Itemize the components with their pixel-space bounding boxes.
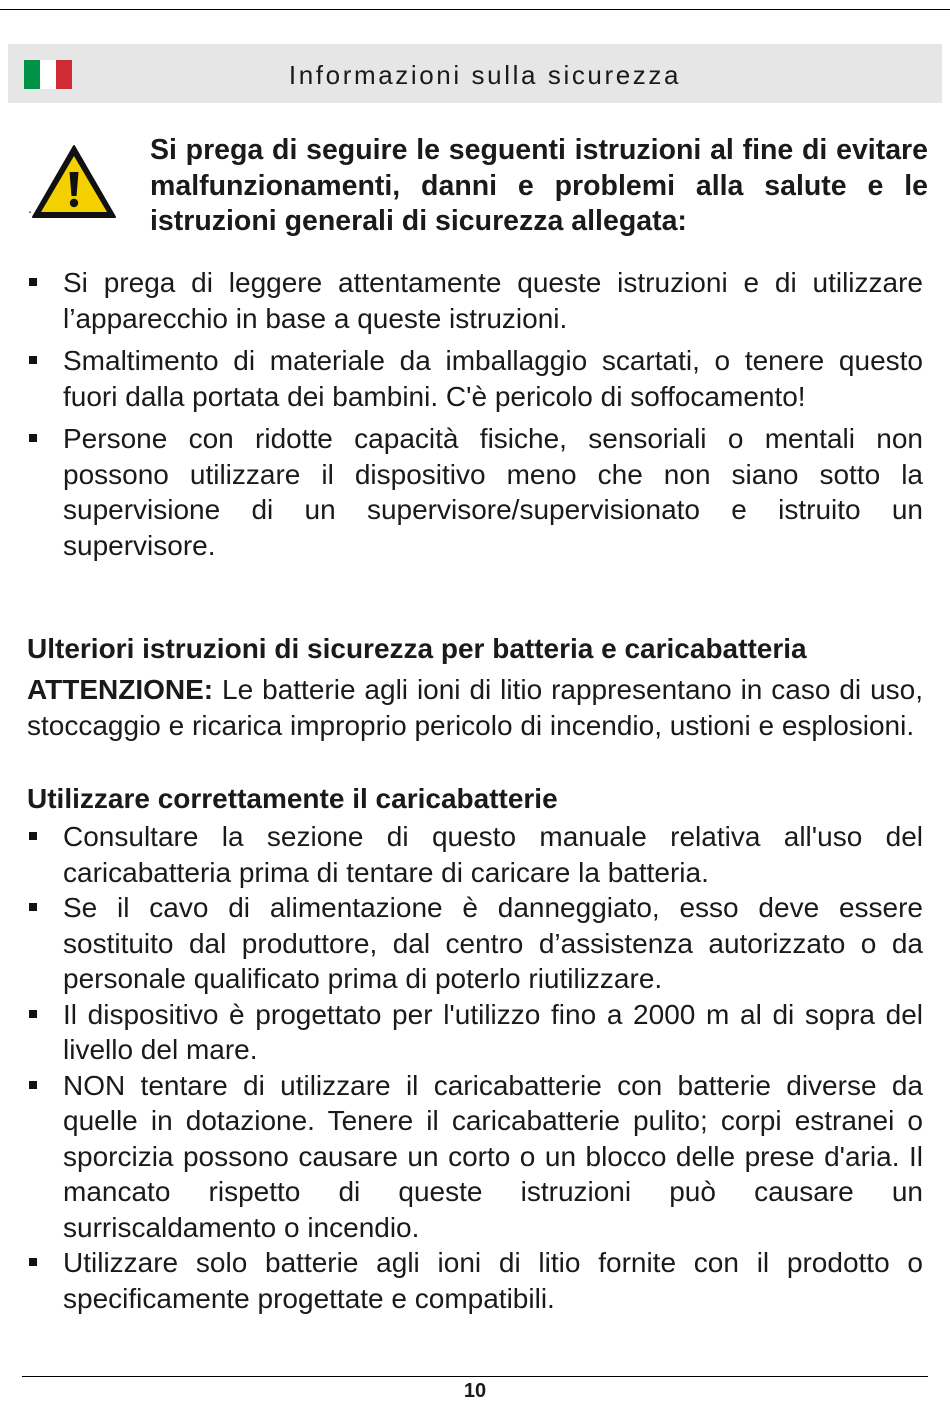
bullet-icon [29, 832, 37, 840]
bullet-icon [29, 1081, 37, 1089]
list-item-text: Utilizzare solo batterie agli ioni di litio fornite con il prodotto o specificamente progettate e compatibili. [63, 1247, 923, 1314]
list-item-text: Il dispositivo è progettato per l'utilizzo fino a 2000 m al di sopra del livello del mare. [63, 998, 923, 1065]
charger-safety-list [0, 819, 950, 1316]
intro-dot: . [28, 200, 32, 216]
intro-instructions: Si prega di seguire le seguenti istruzioni al fine di evitare malfunzionamenti, danni e problemi alla salute e le istruzioni generali di sicurezza allegata: [150, 134, 928, 237]
list-item [0, 890, 950, 997]
list-item-text: Persone con ridotte capacità fisiche, sensoriali o mentali non possono utilizzare il dispositivo meno che non siano sotto la supervisione di un supervisore/supervisionato e istruito un supervisore. [63, 423, 923, 561]
warning-triangle-icon [31, 144, 117, 220]
bullet-icon [29, 278, 37, 286]
page-number: 10 [463, 1380, 487, 1402]
section-title: Informazioni sulla sicurezza [288, 60, 682, 90]
list-item-text: Smaltimento di materiale da imballaggio scartati, o tenere questo fuori dalla portata dei bambini. C'è pericolo di soffocamento! [63, 345, 923, 412]
list-item-text: Se il cavo di alimentazione è danneggiato, esso deve essere sostituito dal produttore, dal centro d’assistenza autorizzato o da personale qualificato prima di poterlo riutilizzare. [63, 892, 923, 994]
bullet-icon [29, 356, 37, 364]
charger-section-heading: Utilizzare correttamente il caricabatterie [27, 783, 558, 814]
general-safety-list [0, 265, 950, 563]
attention-label: ATTENZIONE: [27, 674, 214, 705]
list-item [0, 421, 950, 563]
list-item-text: Consultare la sezione di questo manuale relativa all'uso del caricabatteria prima di tentare di caricare la batteria. [63, 821, 923, 888]
bullet-icon [29, 1010, 37, 1018]
attention-paragraph [27, 672, 923, 743]
bullet-icon [29, 434, 37, 442]
list-item-text: NON tentare di utilizzare il caricabatterie con batterie diverse da quelle in dotazione. Tenere il caricabatterie pulito; corpi estranei o sporcizia possono causare un corto o un blocco delle prese d'aria. Il mancato rispetto di queste istruzioni può causare un surriscaldamento o incendio. [63, 1069, 923, 1243]
list-item-text: Si prega di leggere attentamente queste istruzioni e di utilizzare l’apparecchio in base a queste istruzioni. [63, 267, 923, 334]
footer-rule [22, 1376, 928, 1377]
top-rule [0, 9, 950, 10]
list-item [0, 343, 950, 414]
attention-text: Le batterie agli ioni di litio rappresentano in caso di uso, stoccaggio e ricarica improprio pericolo di incendio, ustioni e esplosioni. [27, 674, 923, 741]
section-header [8, 44, 942, 103]
list-item [0, 1245, 950, 1316]
bullet-icon [29, 903, 37, 911]
list-item [0, 997, 950, 1068]
list-item [0, 265, 950, 336]
list-item [0, 819, 950, 890]
list-item [0, 1068, 950, 1246]
battery-section-heading: Ulteriori istruzioni di sicurezza per batteria e caricabatteria [27, 633, 807, 664]
bullet-icon [29, 1258, 37, 1266]
